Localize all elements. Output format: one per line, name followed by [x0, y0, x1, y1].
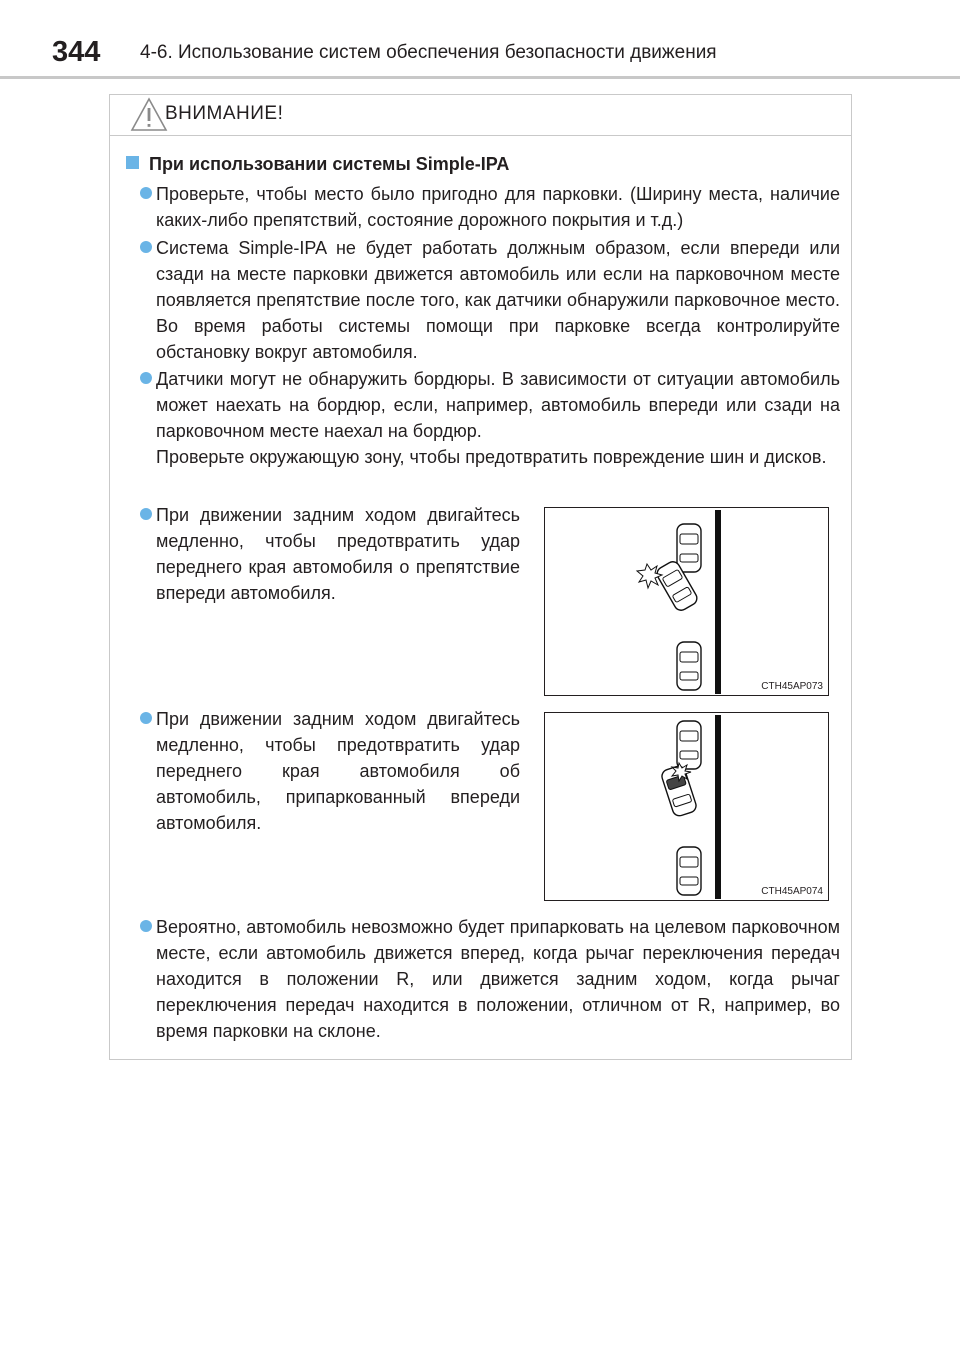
- warning-header: [110, 95, 851, 136]
- car-icon: [677, 524, 701, 572]
- list-item: [140, 502, 520, 606]
- page-header: [0, 0, 960, 80]
- list-item: [140, 706, 520, 836]
- section-title-text: При использовании системы Simple-IPA: [149, 154, 510, 174]
- list-item: [140, 181, 840, 233]
- list-item: [140, 366, 840, 470]
- bullet-dot-icon: [140, 372, 152, 384]
- figure-code: CTH45AP074: [761, 886, 823, 897]
- chapter-title: 4-6. Использование систем обеспечения безопасности движения: [140, 42, 717, 63]
- warning-title: ВНИМАНИЕ!: [165, 103, 284, 124]
- parking-collision-illustration: [545, 713, 828, 900]
- figure-obstacle: [544, 507, 829, 696]
- list-item: [140, 235, 840, 365]
- list-item-text: Система Simple-IPA не будет работать должным образом, если впереди или сзади на месте парковки движется автомобиль или если на парковочном месте появляется препятствие после того, как датчики обнаружили парковочное место. Во время работы системы помощи при парковке всегда контролируйте обстановку вокруг автомобиля.: [156, 238, 840, 362]
- car-icon: [677, 642, 701, 690]
- list-item-text: [156, 366, 840, 470]
- figure-parked-car: [544, 712, 829, 901]
- list-item-text: Проверьте, чтобы место было пригодно для парковки. (Ширину места, наличие каких-либо препятствий, состояние дорожного покрытия и т.д.): [156, 184, 840, 230]
- section-title: [126, 154, 509, 175]
- list-item-text: При движении задним ходом двигайтесь медленно, чтобы предотвратить удар переднего края автомобиля об автомобиль, припаркованный впереди автомобиля.: [156, 709, 520, 833]
- bullet-dot-icon: [140, 241, 152, 253]
- figure-code: CTH45AP073: [761, 681, 823, 692]
- warning-triangle-icon: [130, 97, 168, 132]
- bullet-dot-icon: [140, 187, 152, 199]
- bullet-dot-icon: [140, 508, 152, 520]
- list-item-text: При движении задним ходом двигайтесь медленно, чтобы предотвратить удар переднего края автомобиля о препятствие впереди автомобиля.: [156, 505, 520, 603]
- warning-box: [109, 94, 852, 1060]
- page-number: 344: [52, 36, 101, 68]
- section-square-icon: [126, 156, 139, 169]
- list-item-text: Вероятно, автомобиль невозможно будет припарковать на целевом парковочном месте, если автомобиль движется вперед, когда рычаг переключения передач находится в положении R, или движется задним ходом, когда рычаг переключения передач находится в положении, отличном от R, например, во время парковки на склоне.: [156, 917, 840, 1041]
- car-icon: [677, 847, 701, 895]
- list-item-paragraph: Датчики могут не обнаружить бордюры. В зависимости от ситуации автомобиль может наехать на бордюр, если, например, автомобиль впереди или сзади на парковочном месте наехал на бордюр.: [156, 369, 840, 441]
- impact-burst-icon: [637, 564, 662, 588]
- parking-obstacle-illustration: [545, 508, 828, 695]
- car-icon: [677, 721, 701, 769]
- header-divider: [0, 76, 960, 79]
- bullet-dot-icon: [140, 712, 152, 724]
- bullet-dot-icon: [140, 920, 152, 932]
- list-item-paragraph: Проверьте окружающую зону, чтобы предотвратить повреждение шин и дисков.: [156, 447, 827, 467]
- list-item: [140, 914, 840, 1044]
